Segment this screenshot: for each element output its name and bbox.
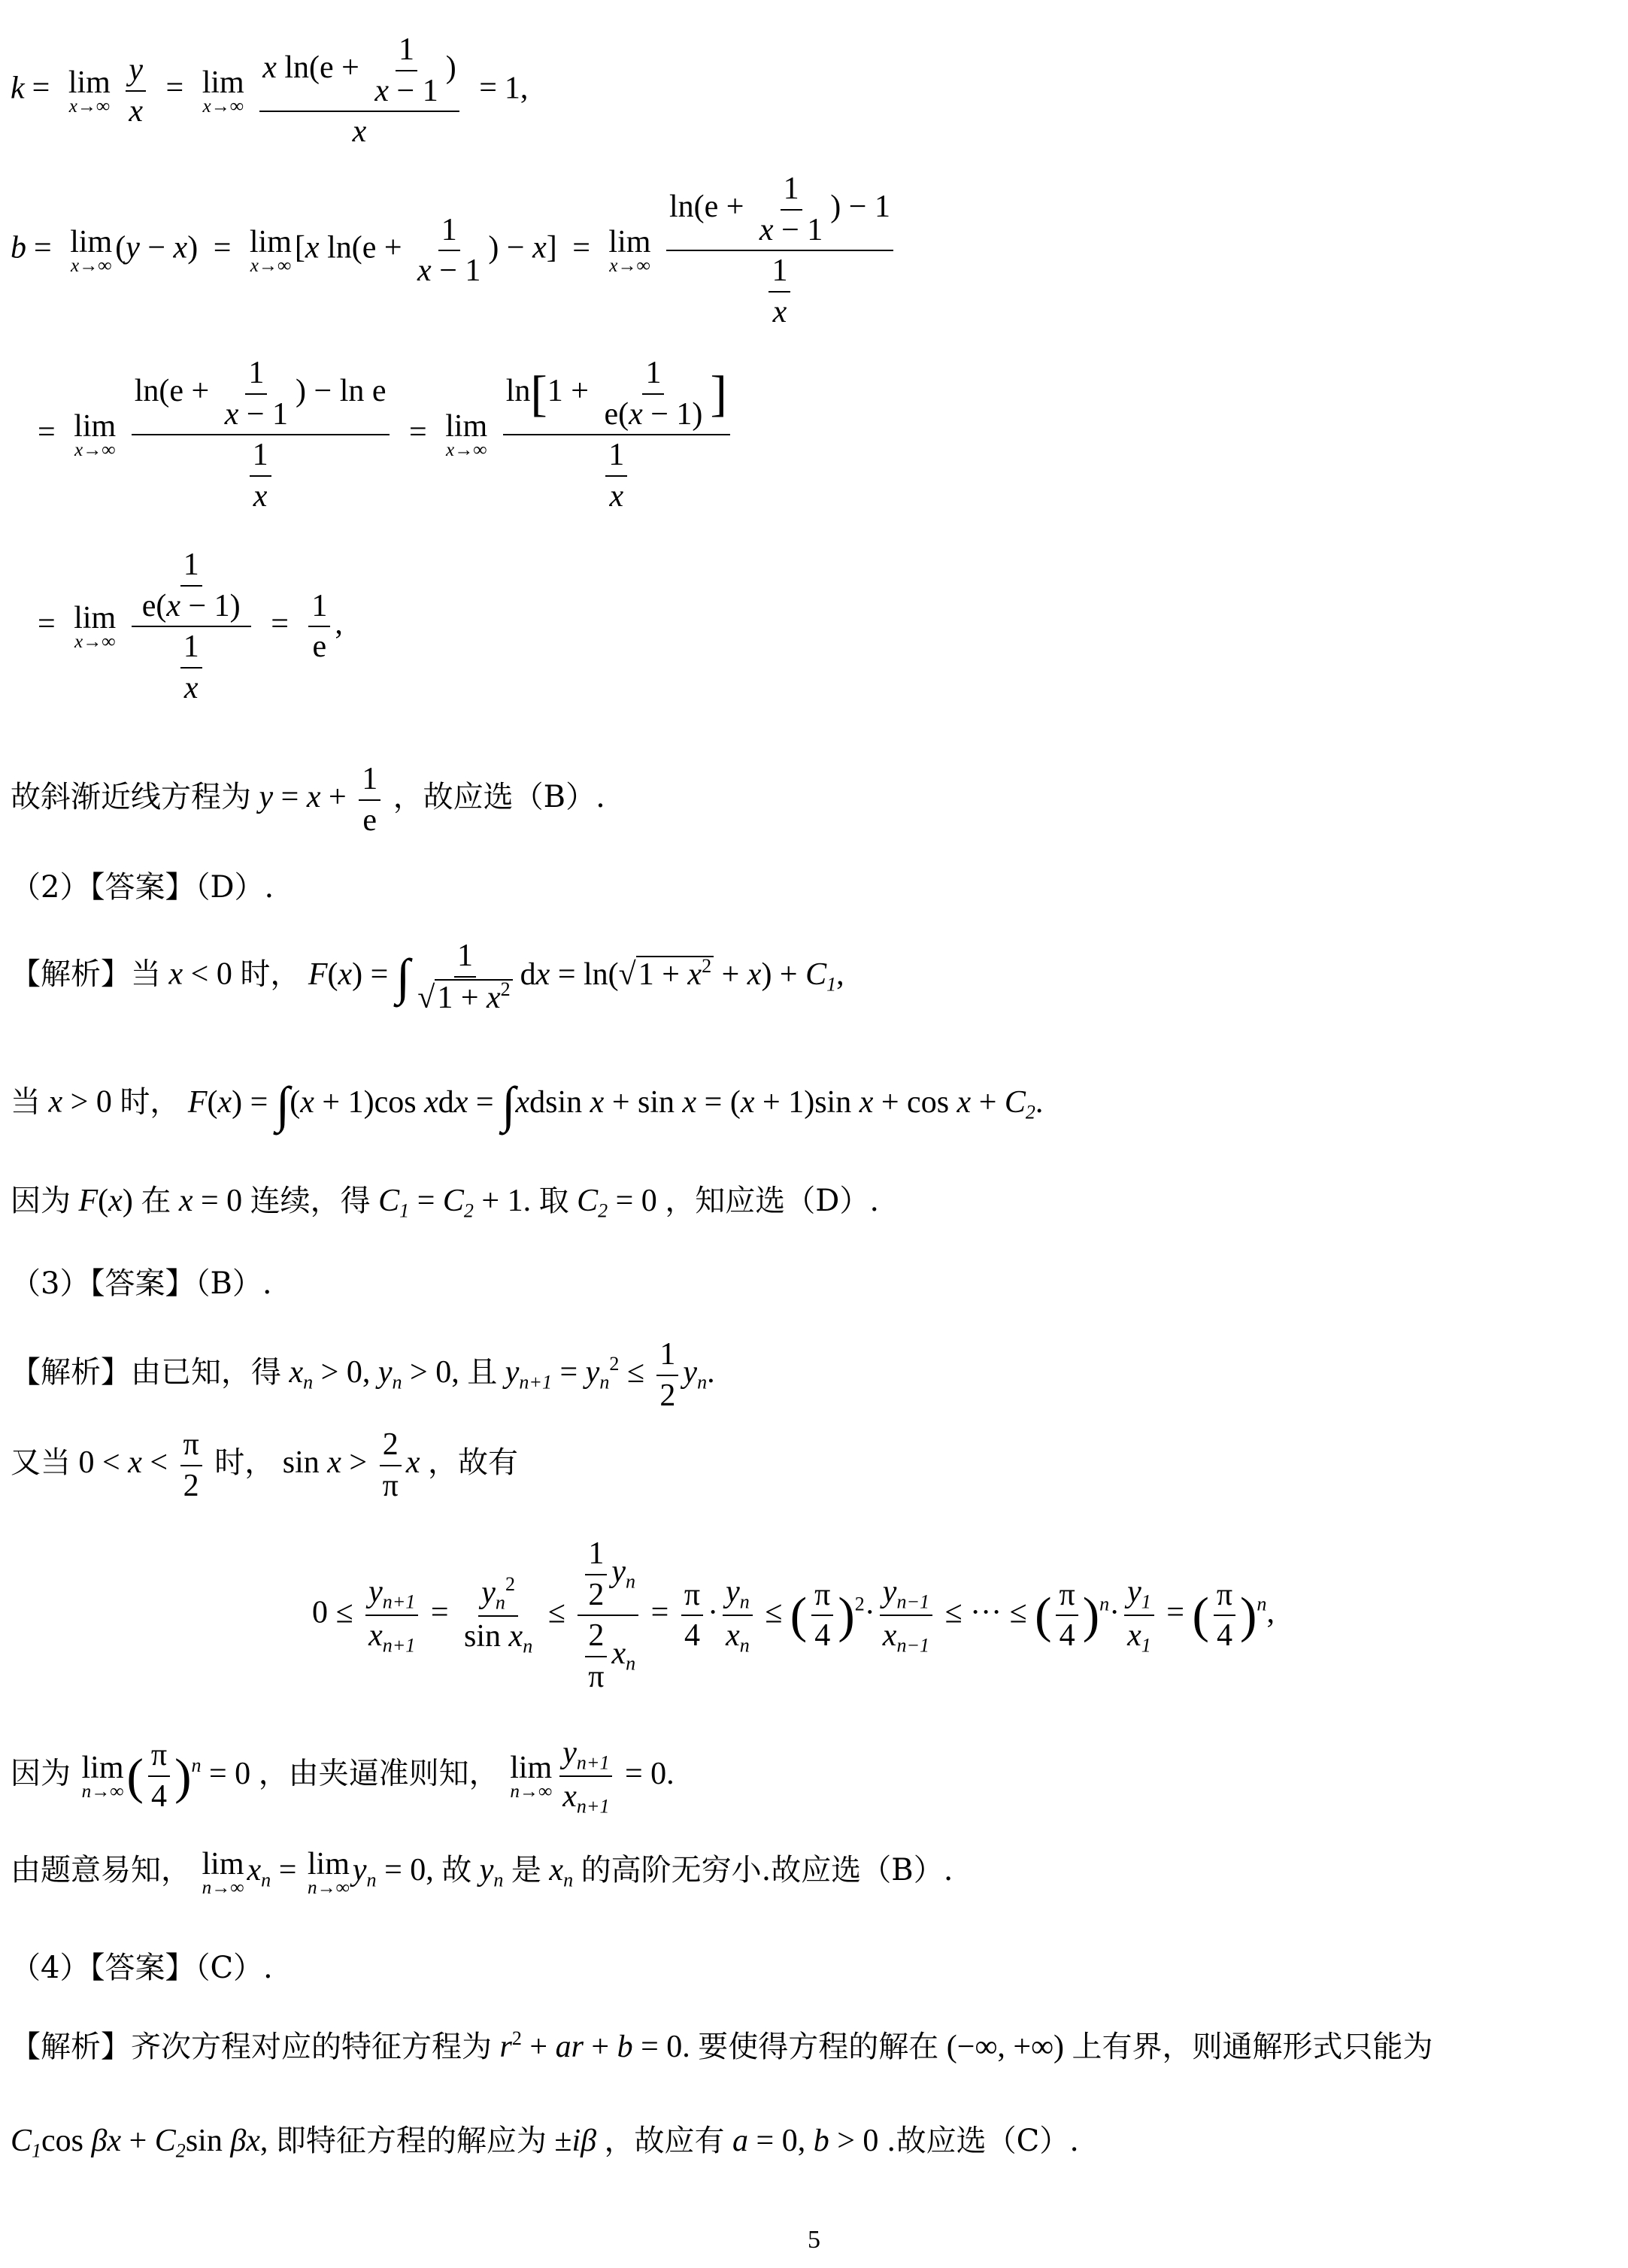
q2-analysis-b: 当 x > 0 时， F(x) = ∫(x + 1)cos xdx = ∫xdsin x + sin x = (x + 1)sin $x + \cos x + C_2$. xyxy=(11,1076,1044,1132)
q3-analysis-b: 又当 0 < x < $\frac{\pi}{2}$ 时， sin x > $\frac{2}{\pi}$ x ，故有 xyxy=(11,1425,1628,1505)
q3-analysis-e: 由题意易知， lim n→∞ $x_n$ = lim n→∞ $y_n = 0$, 故 $y_n$ 是 $x_n$ 的高阶无穷小.故应选（B）. xyxy=(11,1847,953,1899)
formula-b-step3: = lim x→∞ $\frac{\frac{1}{e(x - 1)}}{\frac{1}{x}}$ = $\frac{1}{e}$ , xyxy=(30,545,1628,708)
formula-b: b = lim x→∞ (y − x) = lim x→∞ [x ln(e + $\frac{1}{x - 1}$ ) − x] = lim x→∞ ln(e + $\frac{1}{x - 1}$ ) − 1 $\frac{1}{x}$ xyxy=(11,169,1628,332)
formula-k: k = lim x→∞ $\frac{y}{x}$ = lim x→∞ x ln(e + $\frac{1}{x - 1}$ ) x = 1, xyxy=(11,30,1628,152)
q3-analysis-d: 因为 lim n→∞ ( $\frac{\pi}{4}$ )$^n$ = 0 ，由夹逼准则知， lim n→∞ $\frac{y_{n+1}}{x_{n+1}}$ = 0. xyxy=(11,1733,1628,1819)
q3-answer: （3）【答案】（B）. xyxy=(11,1266,272,1301)
formula-b-step2: = lim x→∞ ln(e + $\frac{1}{x - 1}$ ) − ln e $\frac{1}{x}$ = lim x→∞ ln[1 + $\frac{1}{e(x - 1)}$ ] $\frac{1}{x}$ xyxy=(30,353,1628,516)
q2-analysis-a: 【解析】当 x < 0 时， F(x) = ∫ $\frac{1}{√1 + x^2}$ dx = $\ln(√1 + x^2 + x) + C_1$, xyxy=(11,936,1628,1017)
q4-analysis-a: 【解析】齐次方程对应的特征方程为 $r^2$ + ar + b = 0. 要使得方程的解在 (−∞, +∞) 上有界，则通解形式只能为 xyxy=(11,2027,1433,2064)
q3-analysis-a: 【解析】由已知，得 $x_n > 0$, $y_n > 0$, 且 $y_{n+1} = y_n^2$ ≤ $\frac{1}{2}$ $y_n$. xyxy=(11,1335,1628,1415)
q2-analysis-c: 因为 F(x) 在 x = 0 连续，得 $C_1 = C_2 + 1$. 取 $C_2 = 0$ ，知应选（D）. xyxy=(11,1184,880,1222)
q4-answer: （4）【答案】（C）. xyxy=(11,1951,273,1985)
asymptote-conclusion: 故斜渐近线方程为 y = x + $\frac{1}{e}$ ，故应选（B）. xyxy=(11,760,1628,840)
q2-answer: （2）【答案】（D）. xyxy=(11,870,274,905)
q3-inequality-chain: 0 ≤ $\frac{y_{n+1}}{x_{n+1}}$ = $\frac{y_n^2}{\sin x_n}$ ≤ $\frac{1}{2}$ $y_n$ $\frac{2}{\pi}$ $x_n$ = $\frac{\pi}{4}$ · $\frac{y_n}{x_n}$ ≤ ( $\frac{\pi}{4}$ )$^2$· $\frac{y_{n-1}}{x_{n-1}}$ ≤ ··· ≤ ( $\frac{\pi}{4}$ )$^n$· $\frac{y_1}{x_1}$ = ( $\frac{\pi}{4}$ )$^n$, xyxy=(312,1534,1628,1696)
q4-analysis-b: $C_1\cos$ $\beta x + C_2\sin$ βx, 即特征方程的解应为 ±iβ ，故应有 a = 0, b > 0 .故应选（C）. xyxy=(11,2124,1079,2162)
page-number: 5 xyxy=(808,2226,820,2254)
